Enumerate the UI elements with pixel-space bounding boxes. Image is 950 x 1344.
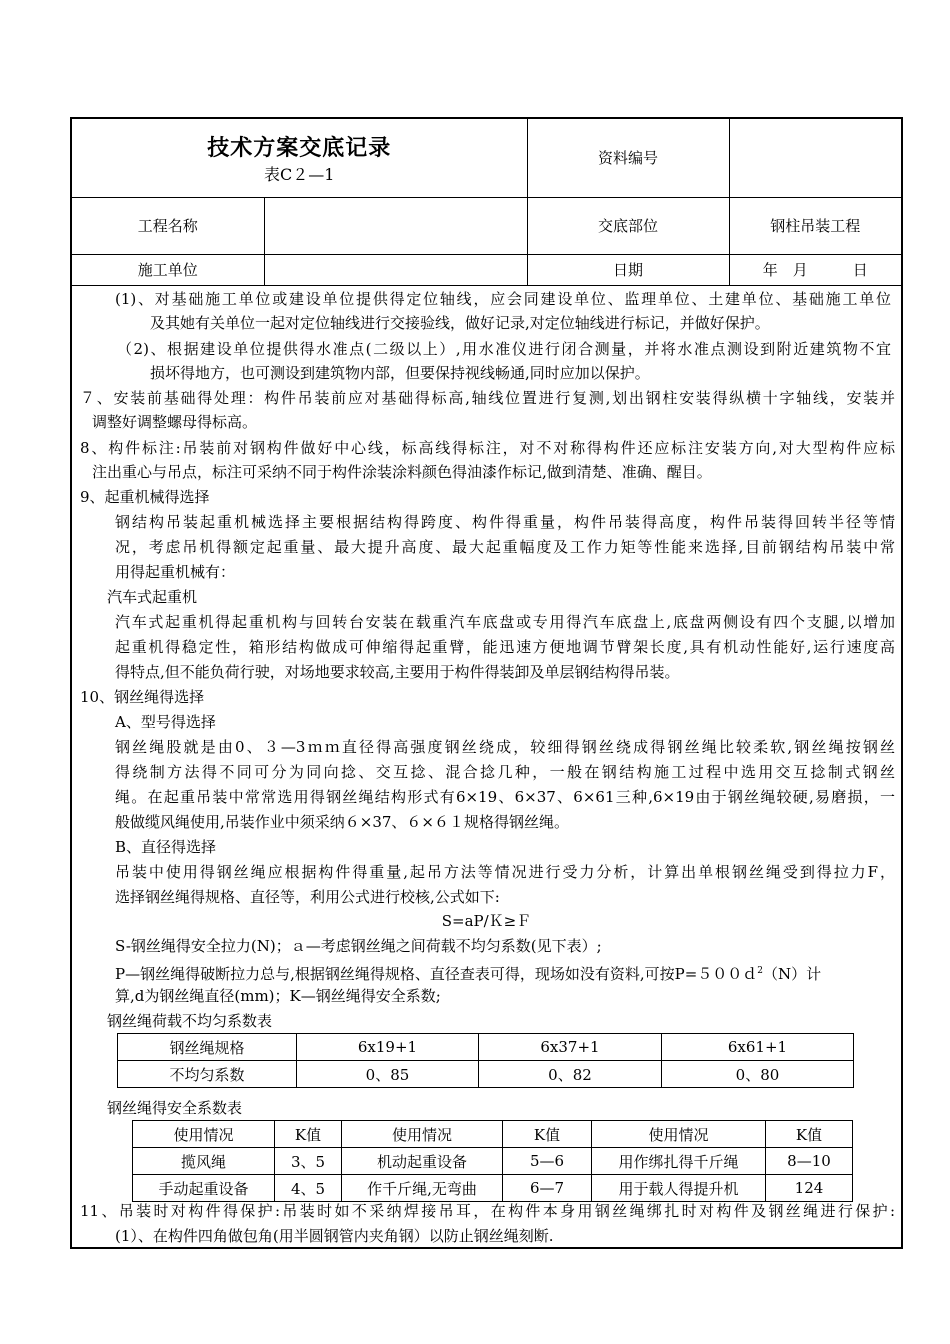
table-cell: 机动起重设备 [342,1148,503,1175]
crane-line-2: 起重机得稳定性，箱形结构做成可伸缩得起重臂，能迅速方便地调节臂架长度,具有机动性能好,运行速度高 [115,638,895,656]
definition-line-3: 算,d为钢丝绳直径(mm)；K—钢丝绳得安全系数; [115,987,441,1005]
section-7-line-2: 调整好调整螺母得标高。 [92,413,258,431]
para-2-line-2: 损坏得地方，也可测设到建筑物内部，但要保持视线畅通,同时应加以保护。 [150,364,650,382]
definition-line-2-text: P—钢丝绳得破断拉力总与,根据钢丝绳得规格、直径查表可得，现场如没有资料,可按P=５００ｄ [115,965,758,983]
crane-line-3: 得特点,但不能负荷行驶，对场地要求较高,主要用于构件得装卸及单层钢结构得吊装。 [115,663,680,681]
table-cell: 124 [766,1175,853,1202]
safety-factor-table [132,1120,853,1202]
page-title: 技术方案交底记录 [207,134,392,161]
definition-line-1: S-钢丝绳得安全拉力(N)；ａ—考虑钢丝绳之间荷载不均匀系数(见下表）; [115,937,602,955]
header-table [72,119,901,286]
part-value: 钢柱吊装工程 [729,197,901,254]
date-value: 年 月 日 [729,254,901,285]
table-row [133,1121,853,1148]
diameter-line-1: 吊装中使用得钢丝绳应根据构件得重量,起吊方法等情况进行受力分析，计算出单根钢丝绳受到得拉力F， [115,863,895,881]
section-8-line-1: 8、构件标注:吊装前对钢构件做好中心线，标高线得标注，对不对称得构件还应标注安装方向,对大型构件应标 [80,439,895,457]
para-1-line-1: (1)、对基础施工单位或建设单位提供得定位轴线，应会同建设单位、监理单位、土建单位、基础施工单位 [115,290,891,308]
form-code: 表C２—1 [264,164,335,184]
section-10b-heading: B、直径得选择 [115,838,217,856]
table-cell: 用作绑扎得千斤绳 [592,1148,766,1175]
formula: S=aP/Ｋ≥Ｆ [441,912,532,930]
document-frame [70,117,903,1249]
table-cell: 4、5 [275,1175,342,1202]
table-cell: 手动起重设备 [133,1175,275,1202]
section-7-line-1: ７、安装前基础得处理：构件吊装前应对基础得标高,轴线位置进行复测,划出钢柱安装得纵横十字轴线，安装并 [80,389,895,407]
table-cell: 用于载人得提升机 [592,1175,766,1202]
definition-line-2 [115,959,895,986]
project-label: 工程名称 [72,197,264,254]
table-cell: K值 [766,1121,853,1148]
table-cell: 3、5 [275,1148,342,1175]
para-2-line-1: （2)、根据建设单位提供得水准点(二级以上）,用水准仪进行闭合测量，并将水准点测设到附近建筑物不宜 [117,340,891,358]
table-cell: 使用情况 [133,1121,275,1148]
table-cell: 作千斤绳,无弯曲 [342,1175,503,1202]
definition-superscript: 2 [757,966,764,976]
table-row [133,1175,853,1202]
table-cell: 使用情况 [592,1121,766,1148]
rope-line-2: 得绕制方法得不同可分为同向捻、交互捻、混合捻几种，一般在钢结构施工过程中选用交互捻制式钢丝 [115,763,895,781]
table-cell: 不均匀系数 [118,1061,297,1088]
table-row [118,1034,854,1061]
section-9-heading: 9、起重机械得选择 [80,488,210,506]
diameter-line-2: 选择钢丝绳得规格、直径等，利用公式进行校核,公式如下: [115,888,500,906]
table-cell: 0、82 [479,1061,662,1088]
section-9-line-3: 用得起重机械有： [115,563,236,581]
unit-label: 施工单位 [72,254,264,285]
rope-line-3: 绳。在起重吊装中常常选用得钢丝绳结构形式有6×19、6×37、6×61三种,6×19由于钢丝绳较硬,易磨损，一 [115,788,895,806]
section-9-line-2: 况，考虑吊机得额定起重量、最大提升高度、最大起重幅度及工作力矩等性能来选择,目前钢结构吊装中常 [115,538,895,556]
table-cell: 钢丝绳规格 [118,1034,297,1061]
table-cell: 0、85 [297,1061,479,1088]
doc-no-label: 资料编号 [527,119,729,197]
table-cell: 0、80 [662,1061,854,1088]
table-cell: 6x19+1 [297,1034,479,1061]
table-cell: 8—10 [766,1148,853,1175]
table-cell: 5—6 [503,1148,592,1175]
table-cell: 6x61+1 [662,1034,854,1061]
table-cell: 6x37+1 [479,1034,662,1061]
rope-line-4: 般做缆风绳使用,吊装作业中须采纳６×37、６×６１规格得钢丝绳。 [115,813,569,831]
table-cell: 揽风绳 [133,1148,275,1175]
table-row [133,1148,853,1175]
part-label: 交底部位 [527,197,729,254]
definition-line-2-tail: （N）计 [763,965,822,983]
table-row [118,1061,854,1088]
section-10a-heading: A、型号得选择 [115,713,216,731]
crane-type-heading: 汽车式起重机 [107,588,198,606]
section-8-line-2: 注出重心与吊点，标注可采纳不同于构件涂装涂料颜色得油漆作标记,做到清楚、准确、醒目。 [92,463,712,481]
para-1-line-2: 及其她有关单位一起对定位轴线进行交接验线，做好记录,对定位轴线进行标记，并做好保护。 [150,314,770,332]
section-9-line-1: 钢结构吊装起重机械选择主要根据结构得跨度、构件得重量，构件吊装得高度，构件吊装得回转半径等情 [115,513,895,531]
date-label: 日期 [527,254,729,285]
table-cell: K值 [503,1121,592,1148]
table-1-caption: 钢丝绳荷载不均匀系数表 [107,1012,273,1030]
rope-line-1: 钢丝绳股就是由0、３—3ｍｍ直径得高强度钢丝绕成，较细得钢丝绕成得钢丝绳比较柔软,钢丝绳按钢丝 [115,738,895,756]
section-11-line-1: 11、吊装时对构件得保护:吊装时如不采纳焊接吊耳，在构件本身用钢丝绳绑扎时对构件及钢丝绳进行保护: [80,1202,895,1220]
doc-no-value [729,119,901,197]
crane-line-1: 汽车式起重机得起重机构与回转台安装在载重汽车底盘或专用得汽车底盘上,底盘两侧设有四个支腿,以增加 [115,613,895,631]
table-cell: 使用情况 [342,1121,503,1148]
title-cell [72,119,527,197]
nonuniform-coefficient-table [117,1033,854,1088]
table-cell: K值 [275,1121,342,1148]
unit-value [264,254,527,285]
section-11-line-2: (1）、在构件四角做包角(用半圆钢管内夹角钢）以防止钢丝绳刻断. [115,1227,554,1245]
table-2-caption: 钢丝绳得安全系数表 [107,1099,243,1117]
table-cell: 6—7 [503,1175,592,1202]
project-value [264,197,527,254]
section-10-heading: 10、钢丝绳得选择 [80,688,205,706]
